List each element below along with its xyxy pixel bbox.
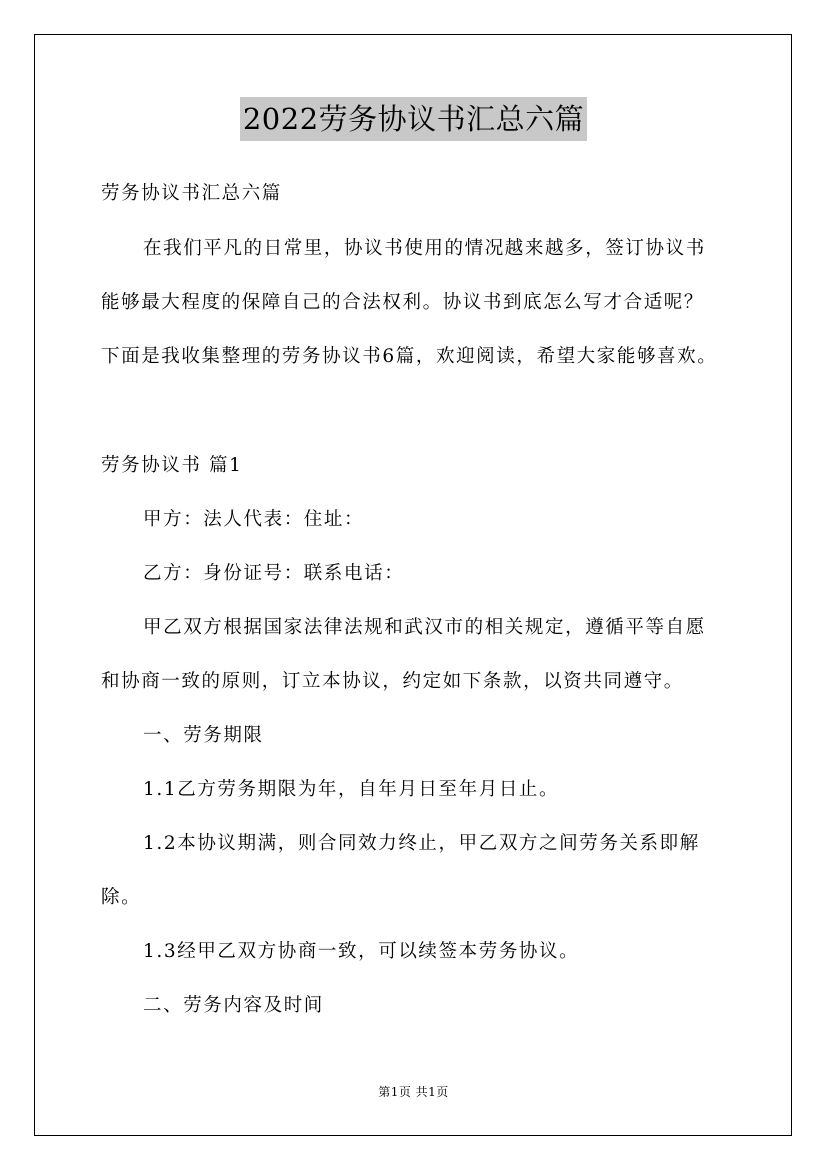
preamble-line-2: 和协商一致的原则，订立本协议，约定如下条款，以资共同遵守。 [101, 671, 684, 692]
document-subtitle: 劳务协议书汇总六篇 [101, 183, 282, 204]
page-number: 第1页 共1页 [378, 1085, 449, 1099]
document-title: 2022劳务协议书汇总六篇 [240, 97, 587, 141]
section-heading: 劳务协议书 篇1 [101, 455, 243, 476]
clause-1-2-line-2: 除。 [101, 887, 142, 908]
clause-1-3: 1.3经甲乙双方协商一致，可以续签本劳务协议。 [143, 941, 580, 962]
clause-1-2-line-1: 1.2本协议期满，则合同效力终止，甲乙双方之间劳务关系即解 [143, 833, 700, 854]
clause-1-heading: 一、劳务期限 [143, 725, 264, 746]
title-container [0, 97, 827, 141]
party-a-line: 甲方：法人代表：住址： [143, 509, 365, 530]
preamble-line-1: 甲乙双方根据国家法律法规和武汉市的相关规定，遵循平等自愿 [143, 617, 706, 638]
clause-1-1: 1.1乙方劳务期限为年，自年月日至年月日止。 [143, 779, 560, 800]
intro-line-3: 下面是我收集整理的劳务协议书6篇，欢迎阅读，希望大家能够喜欢。 [101, 346, 718, 367]
party-b-line: 乙方：身份证号：联系电话： [143, 563, 405, 584]
clause-2-heading: 二、劳务内容及时间 [143, 995, 324, 1016]
intro-line-1: 在我们平凡的日常里，协议书使用的情况越来越多，签订协议书 [143, 238, 706, 259]
intro-line-2: 能够最大程度的保障自己的合法权利。协议书到底怎么写才合适呢？ [101, 292, 705, 313]
